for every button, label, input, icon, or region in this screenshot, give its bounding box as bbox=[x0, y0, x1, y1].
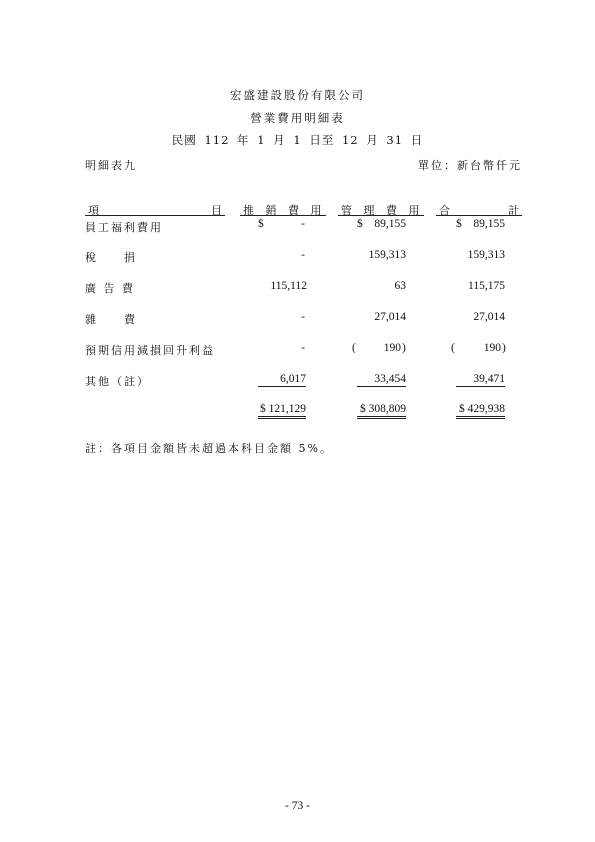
cell-selling: - bbox=[301, 311, 305, 323]
cell-total: 27,014 bbox=[473, 311, 505, 323]
header-item bbox=[85, 202, 225, 216]
row-label-employee-benefits: 員工福利費用 bbox=[85, 221, 163, 234]
schedule-number: 明細表九 bbox=[85, 159, 137, 172]
cell-total: 159,313 bbox=[467, 249, 505, 261]
row-label-other: 其他（註） bbox=[85, 375, 150, 388]
total-grand: $ 429,938 bbox=[456, 403, 505, 419]
cell-admin: 63 bbox=[394, 280, 406, 292]
cell-total: 190 bbox=[483, 342, 501, 354]
cell-selling: - bbox=[301, 342, 305, 354]
cell-selling: 6,017 bbox=[258, 373, 306, 387]
total-admin: $ 308,809 bbox=[357, 403, 406, 419]
header-selling bbox=[240, 202, 326, 216]
cell-total: 39,471 bbox=[456, 373, 505, 387]
company-name: 宏盛建設股份有限公司 bbox=[230, 88, 365, 102]
cell-selling: - bbox=[301, 249, 305, 261]
dollar-sign: $ bbox=[258, 218, 264, 230]
cell-admin: 27,014 bbox=[374, 311, 406, 323]
cell-selling: - bbox=[301, 218, 305, 230]
cell-total: 115,175 bbox=[468, 280, 505, 292]
row-label-advertising: 廣 告 費 bbox=[85, 282, 135, 295]
cell-admin: 190 bbox=[383, 342, 401, 354]
footnote: 註：各項目金額皆未超過本科目金額 5%。 bbox=[85, 442, 333, 455]
page-number: - 73 - bbox=[285, 800, 310, 812]
paren-close: ) bbox=[402, 342, 406, 354]
paren-close: ) bbox=[502, 342, 506, 354]
paren-open: ( bbox=[451, 342, 455, 354]
cell-admin: 159,313 bbox=[368, 249, 406, 261]
header-admin-label: 管 理 費 用 bbox=[341, 204, 424, 217]
cell-admin: 89,155 bbox=[374, 218, 406, 230]
row-label-miscellaneous: 雜 費 bbox=[85, 313, 137, 326]
row-label-expected-credit-loss-reversal: 預期信用減損回升利益 bbox=[85, 344, 215, 357]
header-item-left: 項 bbox=[88, 204, 99, 217]
cell-total: 89,155 bbox=[473, 218, 505, 230]
dollar-sign: $ bbox=[456, 218, 462, 230]
header-admin bbox=[338, 202, 424, 216]
statement-title: 營業費用明細表 bbox=[250, 111, 345, 125]
header-selling-label: 推 銷 費 用 bbox=[243, 204, 326, 217]
cell-admin: 33,454 bbox=[357, 373, 406, 387]
header-total-left: 合 bbox=[439, 204, 450, 217]
paren-open: ( bbox=[352, 342, 356, 354]
total-selling: $ 121,129 bbox=[258, 403, 306, 419]
currency-unit: 單位：新台幣仟元 bbox=[418, 159, 522, 172]
header-item-right: 目 bbox=[211, 204, 222, 217]
row-label-taxes: 稅 捐 bbox=[85, 251, 137, 264]
statement-period: 民國 112 年 1 月 1 日至 12 月 31 日 bbox=[171, 133, 424, 147]
cell-selling: 115,112 bbox=[270, 280, 307, 292]
header-total-right: 計 bbox=[508, 204, 519, 217]
dollar-sign: $ bbox=[357, 218, 363, 230]
header-total bbox=[436, 202, 522, 216]
